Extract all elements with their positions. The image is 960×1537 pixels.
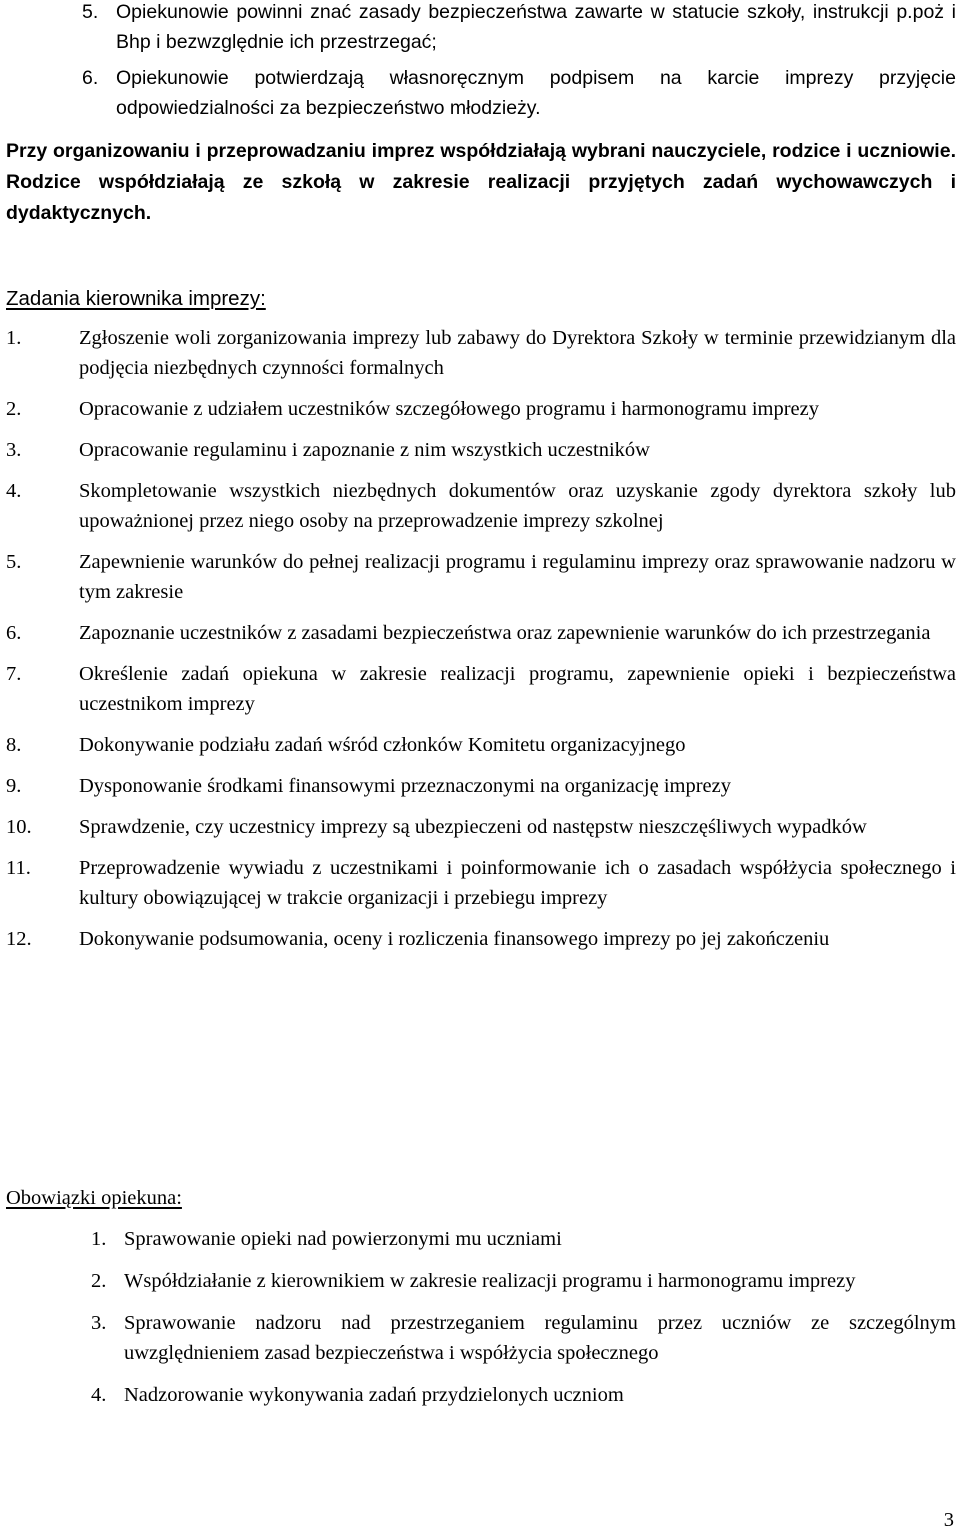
list-item [91,1224,956,1254]
list-item [91,1380,956,1410]
list-item-text: Zapewnienie warunków do pełnej realizacji programu i regulaminu imprezy oraz sprawowanie nadzoru w tym zakresie [79,551,956,603]
list-item-number: 1. [6,327,22,349]
list-item-text: Przeprowadzenie wywiadu z uczestnikami i poinformowanie ich o zasadach współżycia społecznego i kultury obowiązującej w trakcie organizacji i przebiegu imprezy [79,857,956,909]
list-item [6,730,956,760]
list-item-number: 4. [91,1384,107,1406]
section-heading-kierownik: Zadania kierownika imprezy: [6,287,266,310]
list-item-text: Skompletowanie wszystkich niezbędnych dokumentów oraz uzyskanie zgody dyrektora szkoły lub upoważnionej przez niego osoby na przeprowadzenie imprezy szkolnej [79,480,956,532]
list-item-number: 5. [82,1,99,23]
list-item-number: 1. [91,1228,107,1250]
list-item-number: 2. [6,398,22,420]
list-item-number: 6. [82,67,99,89]
list-item-text: Dysponowanie środkami finansowymi przeznaczonymi na organizację imprezy [79,775,731,797]
list-item [6,323,956,383]
kierownik-task-list [6,323,956,965]
list-item-text: Opracowanie regulaminu i zapoznanie z nim wszystkich uczestników [79,439,650,461]
list-item-number: 9. [6,775,22,797]
list-item-number: 12. [6,928,32,950]
list-item-text: Opiekunowie powinni znać zasady bezpieczeństwa zawarte w statucie szkoły, instrukcji p.poż i Bhp i bezwzględnie ich przestrzegać; [116,1,956,53]
list-item [6,853,956,913]
list-item-text: Sprawowanie nadzoru nad przestrzeganiem regulaminu przez uczniów ze szczególnym uwzględnieniem zasad bezpieczeństwa i współżycia społecznego [124,1312,956,1364]
list-item [82,63,956,123]
list-item-text: Opiekunowie potwierdzają własnoręcznym podpisem na karcie imprezy przyjęcie odpowiedzialności za bezpieczeństwo młodzieży. [116,67,956,119]
continuation-list [82,0,956,129]
list-item [6,547,956,607]
list-item [82,0,956,57]
list-item-number: 6. [6,622,22,644]
list-item [91,1266,956,1296]
list-item-number: 10. [6,816,32,838]
list-item-text: Nadzorowanie wykonywania zadań przydzielonych uczniom [124,1384,624,1406]
list-item [6,659,956,719]
list-item [91,1308,956,1368]
list-item-text: Współdziałanie z kierownikiem w zakresie realizacji programu i harmonogramu imprezy [124,1270,856,1292]
list-item [6,771,956,801]
list-item-number: 4. [6,480,22,502]
list-item-number: 11. [6,857,31,879]
list-item [6,476,956,536]
bold-paragraph: Przy organizowaniu i przeprowadzaniu imprez współdziałają wybrani nauczyciele, rodzice i uczniowie. Rodzice współdziałają ze szkołą w zakresie realizacji przyjętych zadań wychowawczych i dydaktycznych. [6,140,956,224]
list-item-text: Sprawdzenie, czy uczestnicy imprezy są ubezpieczeni od następstw nieszczęśliwych wypadków [79,816,867,838]
list-item-text: Dokonywanie podsumowania, oceny i rozliczenia finansowego imprezy po jej zakończeniu [79,928,830,950]
list-item-number: 5. [6,551,22,573]
list-item-number: 3. [91,1312,107,1334]
list-item-text: Sprawowanie opieki nad powierzonymi mu uczniami [124,1228,562,1250]
list-item-number: 2. [91,1270,107,1292]
list-item-text: Określenie zadań opiekuna w zakresie realizacji programu, zapewnienie opieki i bezpieczeństwa uczestnikom imprezy [79,663,956,715]
list-item-text: Zgłoszenie woli zorganizowania imprezy lub zabawy do Dyrektora Szkoły w terminie przewidzianym dla podjęcia niezbędnych czynności formalnych [79,327,956,379]
list-item-number: 8. [6,734,22,756]
list-item [6,394,956,424]
list-item-number: 7. [6,663,22,685]
list-item-number: 3. [6,439,22,461]
list-item-text: Opracowanie z udziałem uczestników szczegółowego programu i harmonogramu imprezy [79,398,820,420]
page-number: 3 [943,1509,954,1531]
list-item [6,435,956,465]
list-item [6,618,956,648]
section-heading-opiekun: Obowiązki opiekuna: [6,1187,182,1209]
opiekun-duty-list [91,1224,956,1422]
list-item-text: Dokonywanie podziału zadań wśród członków Komitetu organizacyjnego [79,734,686,756]
list-item-text: Zapoznanie uczestników z zasadami bezpieczeństwa oraz zapewnienie warunków do ich przestrzegania [79,622,931,644]
list-item [6,812,956,842]
list-item [6,924,956,954]
